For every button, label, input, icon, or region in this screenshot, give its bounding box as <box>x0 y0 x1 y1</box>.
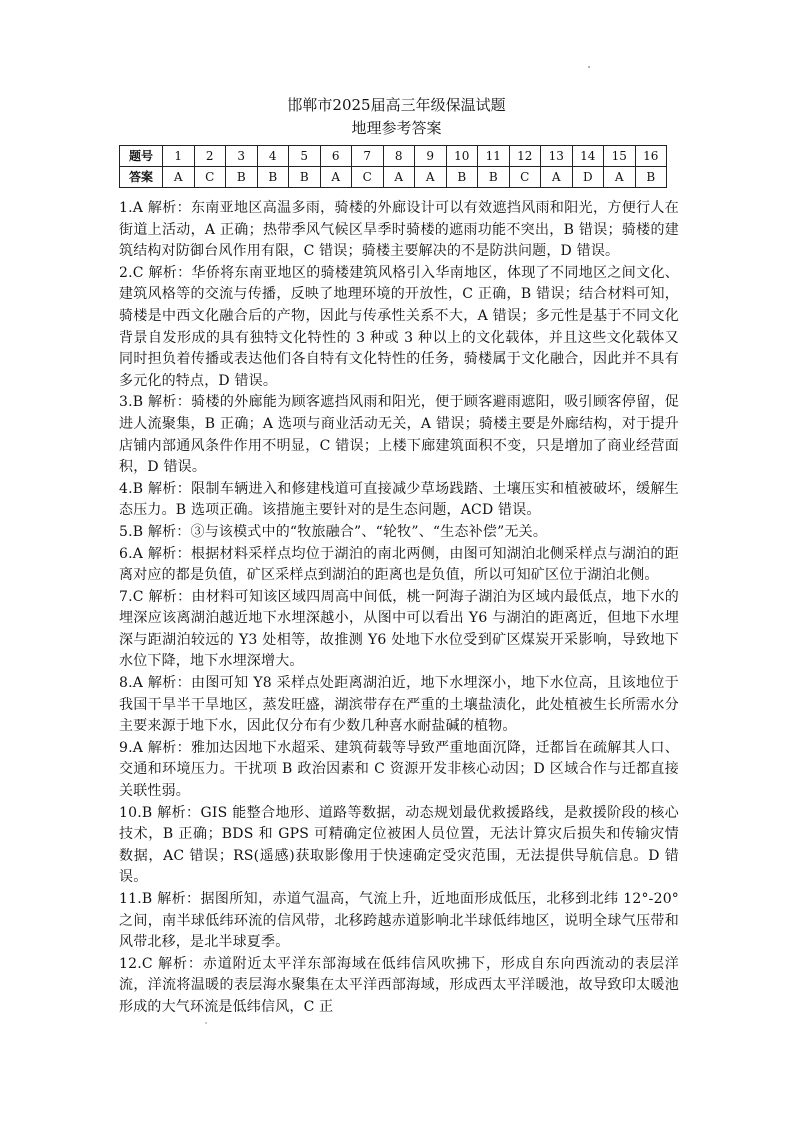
explanation-9: 9.A 解析：雅加达因地下水超采、建筑荷载等导致严重地面沉降，迁都旨在疏解其人口、交通和环境压力。干扰项 B 政治因素和 C 资源开发非核心动因；D 区域合作与迁都直接关联性弱。 <box>119 739 679 800</box>
explanation-5: 5.B 解析：③与该模式中的“牧旅融合”、“轮牧”、“生态补偿”无关。 <box>119 523 548 540</box>
speck-mark <box>205 1022 207 1024</box>
question-number: 4 <box>257 146 289 167</box>
answer-cell: A <box>320 167 352 188</box>
explanation-12: 12.C 解析：赤道附近太平洋东部海域在低纬信风吹拂下，形成自东向西流动的表层洋流，洋流将温暖的表层海水聚集在太平洋西部海域，形成西太平洋暖池，故导致印太暖池形成的大气环流是低纬信风，C 正 <box>119 955 679 1015</box>
question-number: 15 <box>604 146 636 167</box>
question-number: 12 <box>509 146 541 167</box>
answer-cell: A <box>383 167 415 188</box>
explanation-7: 7.C 解析：由材料可知该区域四周高中间低，桃一阿海子湖泊为区域内最低点，地下水的埋深应该离湖泊越近地下水埋深越小，从图中可以看出 Y6 与湖泊的距离近，但地下水埋深与距湖泊较远的 Y3 处相等，故推测 Y6 处地下水位受到矿区煤炭开采影响，导致地下水位下降，地下水埋深增大。 <box>119 588 679 670</box>
answer-cell: C <box>509 167 541 188</box>
question-number: 6 <box>320 146 352 167</box>
question-number: 2 <box>194 146 226 167</box>
explanation-11: 11.B 解析：据图所知，赤道气温高，气流上升，近地面形成低压，北移到北纬 12°-20°之间，南半球低纬环流的信风带，北移跨越赤道影响北半球低纬地区，说明全球气压带和风带北移，是北半球夏季。 <box>119 891 679 951</box>
explanation-3: 3.B 解析：骑楼的外廊能为顾客遮挡风雨和阳光，便于顾客避雨遮阳，吸引顾客停留，促进人流聚集，B 正确；A 选项与商业活动无关，A 错误；骑楼主要是外廊结构，对于提升店铺内部通风条件作用不明显，C 错误；上楼下廊建筑面积不变，只是增加了商业经营面积，D 错误。 <box>119 394 679 476</box>
question-number: 13 <box>541 146 573 167</box>
explanation-6: 6.A 解析：根据材料采样点均位于湖泊的南北两侧，由图可知湖泊北侧采样点与湖泊的距离对应的都是负值，矿区采样点到湖泊的距离也是负值，所以可知矿区位于湖泊北侧。 <box>119 545 679 584</box>
answer-cell: A <box>604 167 636 188</box>
explanation-2: 2.C 解析：华侨将东南亚地区的骑楼建筑风格引入华南地区，体现了不同地区之间文化、建筑风格等的交流与传播，反映了地理环境的开放性，C 正确，B 错误；结合材料可知，骑楼是中西文化融合后的产物，因此与传承性关系不大，A 错误；多元性是基于不同文化背景自发形成的具有独特文化特性的 3 种或 3 种以上的文化载体，并且这些文化载体又同时担负着传播或表达他们各自特有文化特性的任务，骑楼属于文化融合，因此并不具有多元化的特点，D 错误。 <box>119 264 679 389</box>
answer-cell: A <box>415 167 447 188</box>
explanation-8: 8.A 解析：由图可知 Y8 采样点处距离湖泊近，地下水埋深小，地下水位高，且该地位于我国干旱半干旱地区，蒸发旺盛，湖滨带存在严重的土壤盐渍化，此处植被生长所需水分主要来源于地下水，因此仅分布有少数几种喜水耐盐碱的植物。 <box>119 675 679 735</box>
question-number: 9 <box>415 146 447 167</box>
answer-cell: D <box>572 167 604 188</box>
answer-cell: B <box>257 167 289 188</box>
answer-cell: B <box>446 167 478 188</box>
explanation-1: 1.A 解析：东南亚地区高温多雨，骑楼的外廊设计可以有效遮挡风雨和阳光，方便行人在街道上活动，A 正确；热带季风气候区旱季时骑楼的遮雨功能不突出，B 错误；骑楼的建筑结构对防御台风作用有限，C 错误；骑楼主要解决的不是防洪问题，D 错误。 <box>119 200 679 260</box>
document-subtitle: 地理参考答案 <box>351 119 442 137</box>
answer-cell: B <box>289 167 321 188</box>
row-label-answer: 答案 <box>120 167 163 188</box>
answer-cell: A <box>163 167 195 188</box>
question-number-row <box>120 146 667 167</box>
explanation-10: 10.B 解析：GIS 能整合地形、道路等数据，动态规划最优救援路线，是救援阶段的核心技术，B 正确；BDS 和 GPS 可精确定位被困人员位置，无法计算灾后损失和传输灾情数据，AC 错误；RS(遥感)获取影像用于快速确定受灾范围，无法提供导航信息。D 错误。 <box>119 804 679 886</box>
answer-row <box>120 167 667 188</box>
answer-cell: B <box>478 167 510 188</box>
question-number: 14 <box>572 146 604 167</box>
answer-table <box>119 145 667 188</box>
question-number: 16 <box>635 146 667 167</box>
answer-cell: C <box>194 167 226 188</box>
question-number: 11 <box>478 146 510 167</box>
answer-cell: A <box>541 167 573 188</box>
answer-cell: B <box>226 167 258 188</box>
document-title: 邯郸市2025届高三年级保温试题 <box>287 96 506 114</box>
answer-cell: B <box>635 167 667 188</box>
row-label-number: 题号 <box>120 146 163 167</box>
answer-cell: C <box>352 167 384 188</box>
explanation-4: 4.B 解析：限制车辆进入和修建栈道可直接减少草场践踏、土壤压实和植被破坏，缓解生态压力。B 选项正确。该措施主要针对的是生态问题，ACD 错误。 <box>119 480 679 519</box>
speck-mark <box>588 66 590 68</box>
question-number: 10 <box>446 146 478 167</box>
question-number: 3 <box>226 146 258 167</box>
question-number: 7 <box>352 146 384 167</box>
question-number: 1 <box>163 146 195 167</box>
question-number: 8 <box>383 146 415 167</box>
explanation-list <box>119 198 679 1019</box>
question-number: 5 <box>289 146 321 167</box>
